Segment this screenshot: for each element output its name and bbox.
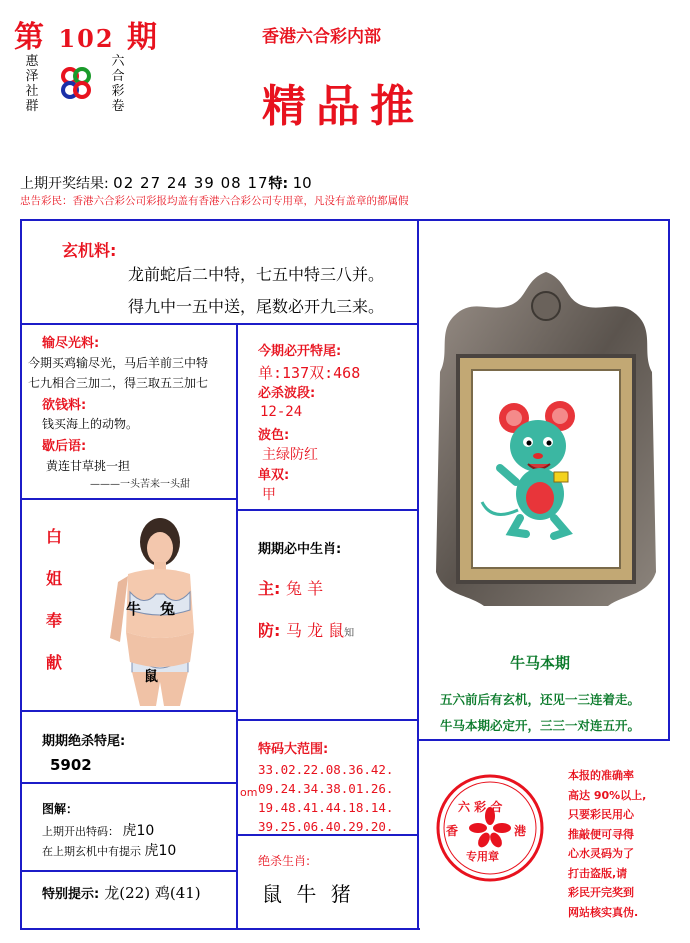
grid-outer-top (20, 219, 670, 221)
accuracy-line: 高达 90%以上, (568, 788, 647, 802)
org-left-char: 惠 (25, 54, 39, 69)
result-line (20, 173, 312, 193)
grid-mid-right-lower (417, 741, 419, 929)
accuracy-line: 网站核实真伪. (568, 905, 639, 919)
fanwei-row: 39.25.06.40.29.20. (258, 819, 394, 834)
grid-outer-right (668, 219, 670, 739)
bosu-label: 必杀波段: (258, 386, 316, 401)
model-overlay-2: 兔 (160, 600, 176, 618)
grid-bottom (20, 928, 420, 930)
org-right-char: 合 (111, 69, 125, 84)
result-numbers: 02 27 24 39 08 17 (113, 174, 269, 192)
grid-left-row3 (22, 710, 236, 712)
lottery-logo-icon (56, 64, 96, 104)
grid-row1-bottom (22, 323, 417, 325)
tebie-label: 特别提示: (42, 887, 100, 902)
qiaocai-text: 钱买海上的动物。 (42, 417, 139, 431)
accuracy-line: 推敲便可寻得 (568, 827, 634, 841)
tujie-row2-label: 在上期玄机中有提示 (42, 845, 141, 858)
frame-line-1: 五六前后有玄机，还见一三连着走。 (440, 692, 641, 707)
shujin-line1: 今期买鸡输尽光，马后羊前三中特 (28, 356, 209, 370)
baijie-char: 姐 (45, 569, 62, 588)
jueshashengxiao-label: 绝杀生肖: (258, 854, 311, 868)
issue-prefix: 第 (14, 20, 46, 55)
tewei-label: 今期必开特尾: (258, 344, 342, 359)
grid-mid-row3 (238, 719, 417, 721)
xuanji-line1: 龙前蛇后二中特，七五中特三八并。 (128, 265, 385, 284)
grid-left-col-vertical (236, 325, 238, 930)
xiehouyu-answer: ———一头苦来一头甜 (90, 479, 190, 490)
grid-mid-row2 (238, 509, 417, 511)
baijie-column (44, 516, 64, 684)
ornate-frame-image (432, 272, 660, 612)
title-top: 香港六合彩内部 (262, 27, 381, 47)
xiehouyu-text: 黄连甘草挑一担 (46, 459, 131, 473)
frame-caption: 牛马本期 (510, 654, 571, 672)
jueshate-value: 5902 (50, 756, 92, 774)
tebie-row (42, 882, 201, 903)
xuanji-line2: 得九中一五中送，尾数必开九三来。 (128, 297, 385, 316)
stamp-bottom: 专用章 (466, 850, 499, 863)
shengxiao-main (258, 576, 323, 599)
bose-label: 波色: (258, 428, 290, 443)
shengxiao-fang-value: 马 龙 鼠 (285, 621, 345, 640)
tujie-row1 (42, 820, 154, 840)
grid-left-row4 (22, 782, 236, 784)
stamp-top: 六 彩 合 (458, 800, 503, 814)
org-left-char: 社 (25, 84, 39, 99)
shujin-label: 输尽光料: (42, 336, 100, 351)
org-right-char: 彩 (111, 84, 125, 99)
shujin-line2: 七九相合三加二，得三取五三加七 (28, 376, 209, 390)
accuracy-note (568, 766, 646, 922)
accuracy-line: 只要彩民用心 (568, 808, 634, 821)
issue-suffix: 期 (127, 20, 160, 55)
title-main: 精品推 (262, 81, 424, 132)
grid-left-row5 (22, 870, 236, 872)
model-overlay-3: 鼠 (144, 669, 158, 685)
shengxiao-fang-note: 知 (344, 628, 355, 639)
accuracy-line: 彩民开完奖到 (568, 886, 634, 899)
tewei-value: 单:137双:468 (258, 364, 361, 382)
shengxiao-fang-label: 防: (258, 621, 281, 640)
fanwei-row: 19.48.41.44.18.14. (258, 800, 394, 815)
qiaocai-label: 欲钱料: (42, 398, 87, 413)
accuracy-line: 打击盗版,请 (568, 866, 628, 880)
org-left-column (24, 54, 40, 114)
fanwei-label: 特码大范围: (258, 742, 329, 757)
baijie-char: 献 (45, 653, 62, 672)
org-right-column (110, 54, 126, 114)
grid-outer-left (20, 219, 22, 929)
issue-title (14, 12, 159, 56)
shengxiao-main-value: 兔 羊 (285, 579, 324, 598)
org-right-char: 六 (111, 54, 125, 69)
accuracy-line: 本报的准确率 (568, 769, 634, 782)
shengxiao-main-label: 主: (258, 579, 281, 598)
model-overlay-1: 牛 (126, 600, 142, 618)
fanwei-row: 09.24.34.38.01.26. (258, 781, 394, 796)
bose-value: 主绿防红 (262, 447, 318, 463)
result-special-label: 特: (268, 176, 289, 192)
grid-mid-vertical (417, 221, 419, 741)
issue-number: 102 (58, 24, 115, 53)
org-left-char: 群 (25, 99, 39, 114)
grid-left-row2 (22, 498, 236, 500)
result-special: 10 (292, 174, 312, 192)
frame-line-2: 牛马本期必定开，三三一对连五开。 (440, 718, 641, 733)
accuracy-line: 心水灵码为了 (568, 847, 634, 860)
xuanji-label: 玄机料: (62, 241, 117, 260)
stamp-right: 港 (514, 824, 527, 838)
tujie-label: 图解： (42, 802, 79, 816)
baijie-char: 白 (45, 527, 62, 546)
danshuang-value: 甲 (262, 487, 276, 503)
fanwei-row: 33.02.22.08.36.42. (258, 762, 394, 777)
org-left-char: 泽 (25, 69, 39, 84)
baijie-char: 奉 (45, 611, 62, 630)
tujie-row2-value: 虎10 (144, 843, 177, 859)
notice-text: 忠告彩民：香港六合彩公司彩报均盖有香港六合彩公司专用章，凡没有盖章的都属假 (20, 195, 409, 207)
bosu-value: 12-24 (260, 404, 303, 420)
tebie-value: 龙(22) 鸡(41) (104, 884, 201, 902)
stamp-left: 香 (446, 824, 459, 838)
grid-right-row3 (419, 739, 670, 741)
danshuang-label: 单双: (258, 468, 290, 483)
tujie-row1-label: 上期开出特码： (42, 825, 119, 838)
xiehouyu-label: 歇后语: (42, 439, 87, 454)
result-label: 上期开奖结果: (20, 176, 109, 192)
jueshashengxiao-value: 鼠 牛 猪 (262, 882, 355, 906)
tujie-row2 (42, 840, 176, 860)
org-right-char: 卷 (111, 99, 125, 114)
fanwei-side-mark: om (240, 786, 258, 799)
shengxiao-label: 期期必中生肖: (258, 542, 342, 557)
fanwei-rows (258, 760, 393, 836)
shengxiao-fang (258, 618, 354, 641)
tujie-row1-value: 虎10 (122, 823, 155, 839)
jueshate-label: 期期绝杀特尾: (42, 734, 126, 749)
